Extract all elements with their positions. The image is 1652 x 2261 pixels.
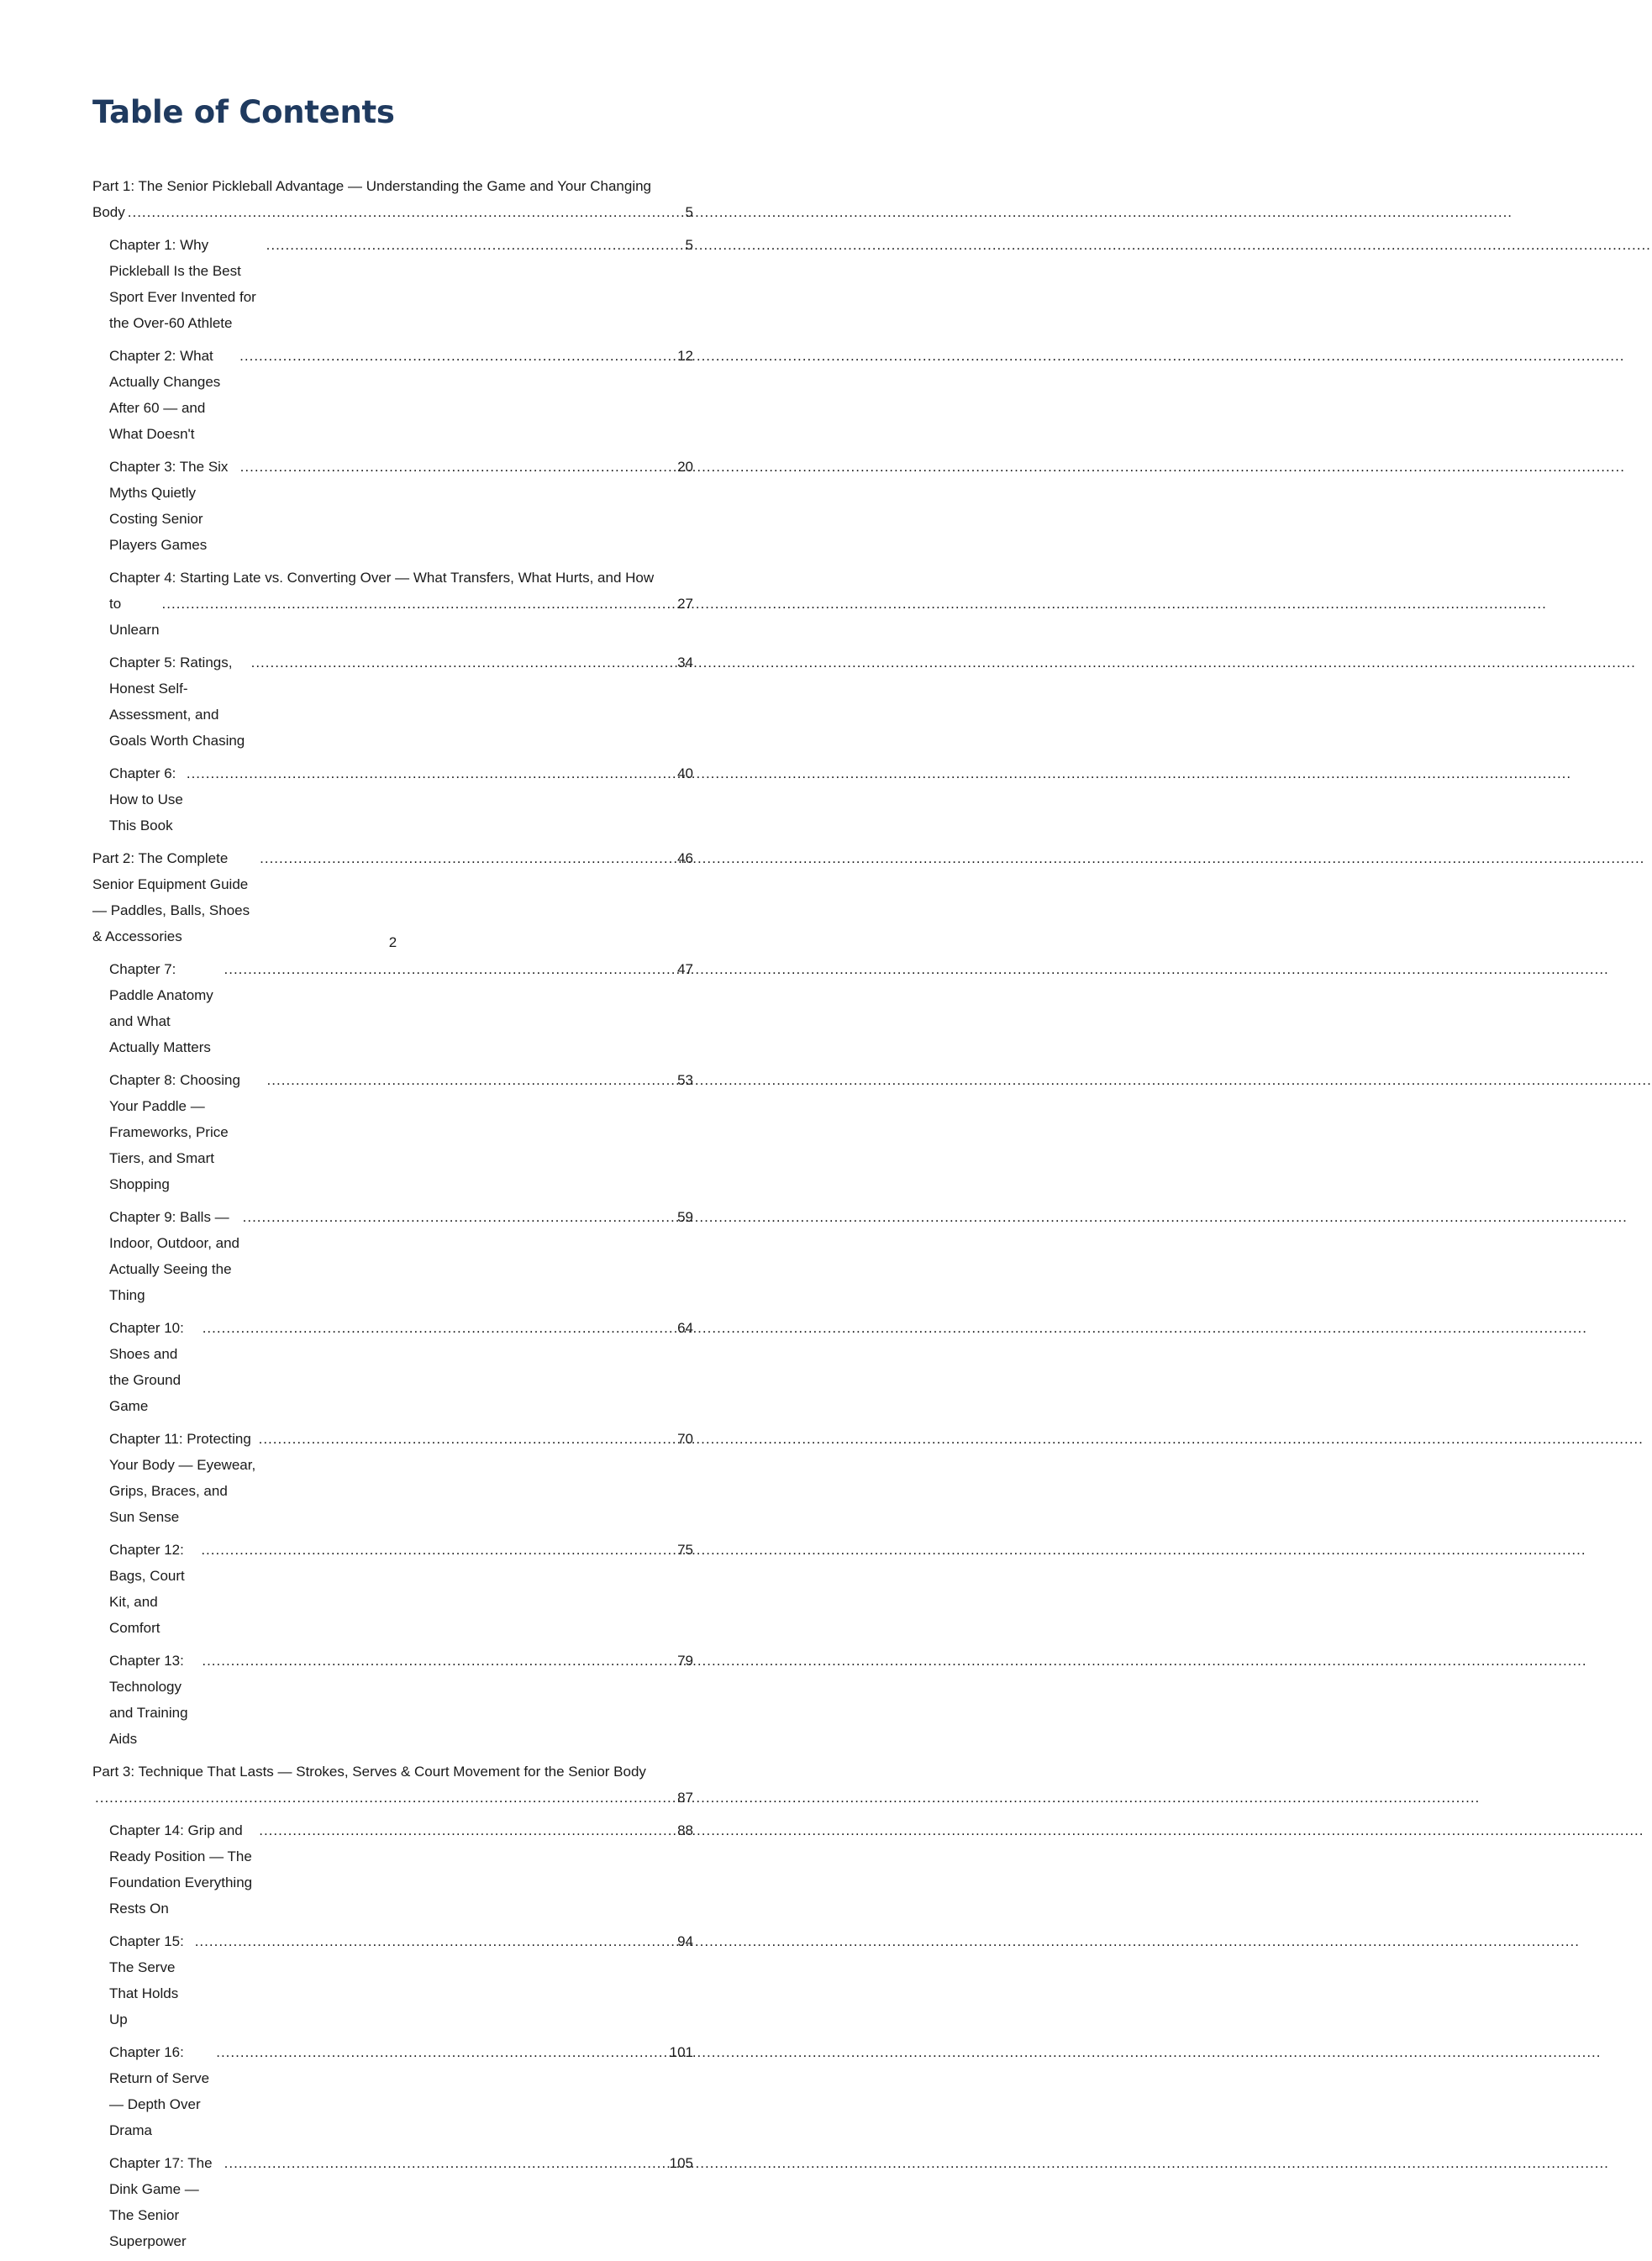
toc-entry-page: 20 bbox=[677, 459, 693, 475]
toc-entry-chapter-14[interactable] bbox=[92, 1817, 693, 1922]
toc-entry-label: Chapter 7: Paddle Anatomy and What Actually Matters bbox=[109, 961, 213, 1055]
toc-entry-label: Chapter 11: Protecting Your Body — Eyewear, Grips, Braces, and Sun Sense bbox=[109, 1431, 256, 1525]
toc-entry-page: 94 bbox=[677, 1933, 693, 1949]
dot-leader bbox=[259, 1817, 675, 1843]
toc-entry-chapter-12[interactable] bbox=[92, 1537, 693, 1641]
toc-entry-page: 105 bbox=[669, 2155, 693, 2171]
toc-entry-page: 53 bbox=[677, 1072, 693, 1088]
toc-entry-page: 5 bbox=[685, 204, 693, 220]
toc-entry-label: Chapter 16: Return of Serve — Depth Over Drama bbox=[109, 2044, 210, 2138]
toc-entry-label: Chapter 6: How to Use This Book bbox=[109, 765, 183, 833]
toc-entry-label: Chapter 15: The Serve That Holds Up bbox=[109, 1933, 184, 2027]
toc-entry-label: Chapter 13: Technology and Training Aids bbox=[109, 1653, 188, 1747]
toc-entry-label: Chapter 8: Choosing Your Paddle — Frameworks, Price Tiers, and Smart Shopping bbox=[109, 1072, 240, 1192]
toc-entry-chapter-17[interactable] bbox=[92, 2150, 693, 2254]
page-number: 2 bbox=[388, 934, 397, 950]
toc-entry-chapter-11[interactable] bbox=[92, 1426, 693, 1530]
toc-entry-label: Chapter 9: Balls — Indoor, Outdoor, and Actually Seeing the Thing bbox=[109, 1209, 240, 1303]
toc-entry-label: Chapter 2: What Actually Changes After 60 — and What Doesn't bbox=[109, 348, 221, 442]
dot-leader bbox=[128, 199, 683, 225]
toc-entry-page: 64 bbox=[677, 1320, 693, 1336]
toc-entry-page: 12 bbox=[677, 348, 693, 364]
dot-leader bbox=[95, 1785, 675, 1811]
toc-entry-chapter-3[interactable] bbox=[92, 454, 693, 558]
dot-leader bbox=[260, 845, 675, 871]
dot-leader bbox=[162, 591, 676, 617]
toc-entry-page: 47 bbox=[677, 961, 693, 977]
dot-leader bbox=[201, 1537, 675, 1563]
toc-entry-label: Chapter 5: Ratings, Honest Self-Assessment, and Goals Worth Chasing bbox=[109, 655, 245, 749]
dot-leader bbox=[187, 760, 675, 786]
toc-entry-label: Chapter 14: Grip and Ready Position — The Foundation Everything Rests On bbox=[109, 1822, 253, 1917]
toc-entry-part-1[interactable] bbox=[92, 173, 693, 225]
dot-leader bbox=[266, 232, 683, 258]
toc-entry-chapter-15[interactable] bbox=[92, 1928, 693, 2032]
toc-entry-chapter-4[interactable] bbox=[92, 565, 693, 643]
toc-entry-label-continued: Body bbox=[92, 204, 125, 220]
toc-entry-page: 70 bbox=[677, 1431, 693, 1447]
toc-entry-label: Chapter 1: Why Pickleball Is the Best Sport Ever Invented for the Over-60 Athlete bbox=[109, 237, 256, 331]
dot-leader bbox=[203, 1315, 675, 1341]
toc-entry-label: Chapter 4: Starting Late vs. Converting Over — What Transfers, What Hurts, and How bbox=[109, 570, 655, 586]
page-title: Table of Contents bbox=[92, 94, 395, 130]
toc-entry-page: 34 bbox=[677, 655, 693, 670]
toc-entry-chapter-8[interactable] bbox=[92, 1067, 693, 1197]
toc-entry-label: Chapter 12: Bags, Court Kit, and Comfort bbox=[109, 1542, 185, 1636]
toc-entry-part-3[interactable] bbox=[92, 1759, 693, 1811]
toc-entry-page: 40 bbox=[677, 765, 693, 781]
dot-leader bbox=[243, 1204, 675, 1230]
toc-entry-chapter-6[interactable] bbox=[92, 760, 693, 839]
toc-entry-label: Chapter 17: The Dink Game — The Senior Superpower bbox=[109, 2155, 213, 2249]
toc-entry-chapter-1[interactable] bbox=[92, 232, 693, 336]
toc-entry-page: 79 bbox=[677, 1653, 693, 1669]
dot-leader bbox=[224, 2150, 667, 2176]
toc-entry-page: 88 bbox=[677, 1822, 693, 1838]
toc-entry-page: 101 bbox=[669, 2044, 693, 2060]
toc-entry-chapter-9[interactable] bbox=[92, 1204, 693, 1308]
dot-leader bbox=[259, 1426, 675, 1452]
toc-entry-chapter-7[interactable] bbox=[92, 956, 693, 1060]
toc-entry-label: Part 1: The Senior Pickleball Advantage — Understanding the Game and Your Changing bbox=[92, 178, 652, 194]
toc-entry-label-continued: to Unlearn bbox=[109, 596, 160, 638]
toc-entry-page: 59 bbox=[677, 1209, 693, 1225]
toc-entry-label: Part 3: Technique That Lasts — Strokes, Serves & Court Movement for the Senior Body bbox=[92, 1764, 646, 1780]
dot-leader bbox=[195, 1928, 675, 1954]
toc-entry-page: 46 bbox=[677, 850, 693, 866]
toc-entry-chapter-13[interactable] bbox=[92, 1648, 693, 1752]
toc-entry-page: 5 bbox=[685, 237, 693, 253]
toc-entry-page: 27 bbox=[677, 596, 693, 612]
dot-leader bbox=[224, 956, 676, 982]
toc-entry-label: Part 2: The Complete Senior Equipment Guide — Paddles, Balls, Shoes & Accessories bbox=[92, 850, 250, 944]
dot-leader bbox=[216, 2039, 666, 2065]
toc-entry-chapter-2[interactable] bbox=[92, 343, 693, 447]
table-of-contents bbox=[92, 173, 693, 2261]
dot-leader bbox=[202, 1648, 675, 1674]
dot-leader bbox=[251, 649, 675, 676]
toc-entry-page: 87 bbox=[677, 1790, 693, 1806]
toc-entry-chapter-5[interactable] bbox=[92, 649, 693, 754]
toc-entry-label: Chapter 3: The Six Myths Quietly Costing Senior Players Games bbox=[109, 459, 229, 553]
toc-entry-label: Chapter 10: Shoes and the Ground Game bbox=[109, 1320, 184, 1414]
toc-entry-chapter-16[interactable] bbox=[92, 2039, 693, 2143]
toc-entry-chapter-10[interactable] bbox=[92, 1315, 693, 1419]
dot-leader bbox=[240, 454, 675, 480]
toc-entry-page: 75 bbox=[677, 1542, 693, 1558]
dot-leader bbox=[239, 343, 675, 369]
dot-leader bbox=[267, 1067, 676, 1093]
